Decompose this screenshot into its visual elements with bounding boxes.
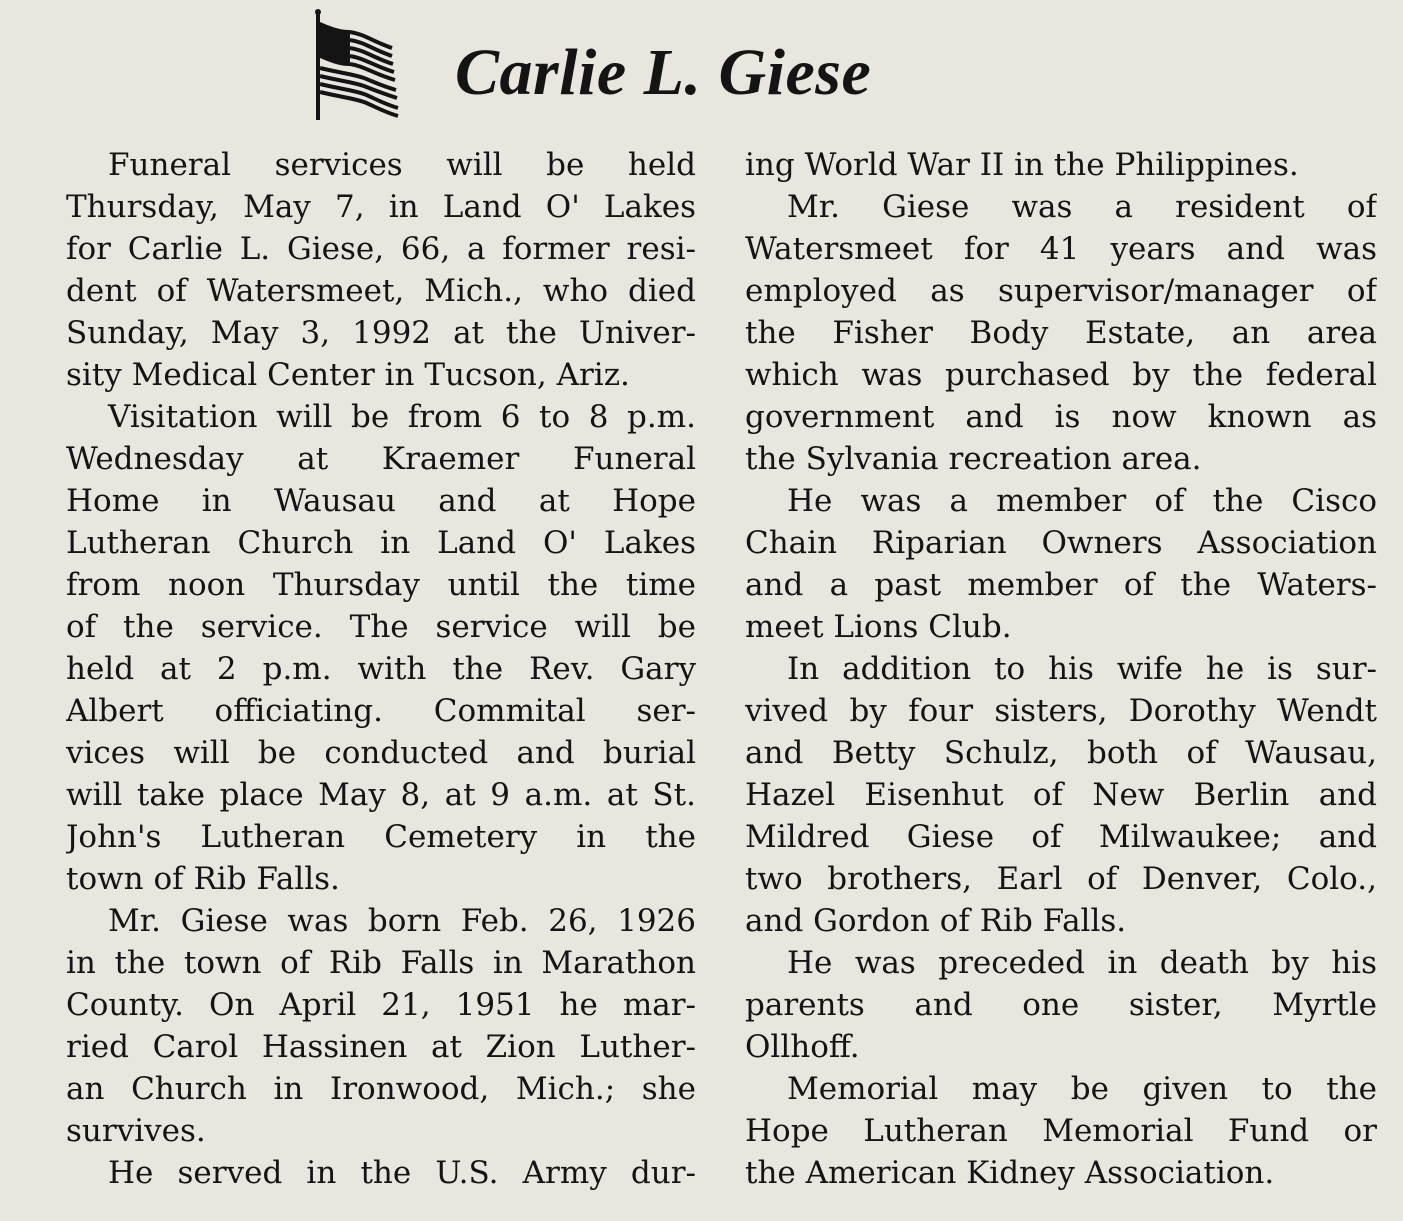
text-line: He was preceded in death by his [787, 945, 1377, 981]
text-line: He was a member of the Cisco [787, 483, 1377, 519]
text-line: Wednesday at Kraemer Funeral [66, 441, 696, 477]
text-line: and Betty Schulz, both of Wausau, [745, 735, 1377, 771]
text-line: the Sylvania recreation area. [745, 441, 1202, 477]
obituary-title: Carlie L. Giese [455, 36, 872, 109]
text-line: In addition to his wife he is sur- [787, 651, 1377, 687]
text-line: Home in Wausau and at Hope [66, 483, 696, 519]
text-line: survives. [66, 1113, 206, 1149]
text-line: which was purchased by the federal [745, 357, 1377, 393]
text-line: Mr. Giese was born Feb. 26, 1926 [108, 903, 696, 939]
text-line: He served in the U.S. Army dur- [108, 1155, 696, 1191]
us-flag-icon [312, 8, 400, 124]
text-line: and a past member of the Waters- [745, 567, 1377, 603]
text-line: Hope Lutheran Memorial Fund or [745, 1113, 1377, 1149]
text-line: Lutheran Church in Land O' Lakes [66, 525, 696, 561]
text-line: sity Medical Center in Tucson, Ariz. [66, 357, 630, 393]
text-line: Thursday, May 7, in Land O' Lakes [66, 189, 696, 225]
text-line: and Gordon of Rib Falls. [745, 903, 1127, 939]
text-line: Albert officiating. Commital ser- [66, 693, 696, 729]
text-line: meet Lions Club. [745, 609, 1012, 645]
text-line: ing World War II in the Philippines. [745, 147, 1299, 183]
text-line: Watersmeet for 41 years and was [745, 231, 1377, 267]
text-line: for Carlie L. Giese, 66, a former resi- [66, 231, 696, 267]
text-line: government and is now known as [745, 399, 1377, 435]
text-line: ried Carol Hassinen at Zion Luther- [66, 1029, 696, 1065]
text-line: employed as supervisor/manager of [745, 273, 1377, 309]
text-line: Sunday, May 3, 1992 at the Univer- [66, 315, 696, 351]
text-line: two brothers, Earl of Denver, Colo., [745, 861, 1377, 897]
text-line: County. On April 21, 1951 he mar- [66, 987, 696, 1023]
left-column [66, 144, 696, 1194]
text-line: Visitation will be from 6 to 8 p.m. [108, 399, 696, 435]
text-line: the Fisher Body Estate, an area [745, 315, 1377, 351]
text-line: John's Lutheran Cemetery in the [66, 819, 696, 855]
text-line: an Church in Ironwood, Mich.; she [66, 1071, 696, 1107]
text-line: parents and one sister, Myrtle [745, 987, 1377, 1023]
text-line: in the town of Rib Falls in Marathon [66, 945, 696, 981]
right-column [745, 144, 1377, 1194]
text-line: of the service. The service will be [66, 609, 696, 645]
text-line: Mildred Giese of Milwaukee; and [745, 819, 1377, 855]
text-line: held at 2 p.m. with the Rev. Gary [66, 651, 696, 687]
text-line: Hazel Eisenhut of New Berlin and [745, 777, 1377, 813]
text-line: Ollhoff. [745, 1029, 860, 1065]
text-line: will take place May 8, at 9 a.m. at St. [66, 777, 696, 813]
text-line: Memorial may be given to the [787, 1071, 1377, 1107]
text-line: dent of Watersmeet, Mich., who died [66, 273, 696, 309]
text-line: vices will be conducted and burial [66, 735, 696, 771]
text-line: town of Rib Falls. [66, 861, 340, 897]
text-line: the American Kidney Association. [745, 1155, 1275, 1191]
text-line: Funeral services will be held [108, 147, 696, 183]
text-line: Chain Riparian Owners Association [745, 525, 1377, 561]
text-line: Mr. Giese was a resident of [787, 189, 1377, 225]
text-line: from noon Thursday until the time [66, 567, 696, 603]
text-line: vived by four sisters, Dorothy Wendt [745, 693, 1377, 729]
